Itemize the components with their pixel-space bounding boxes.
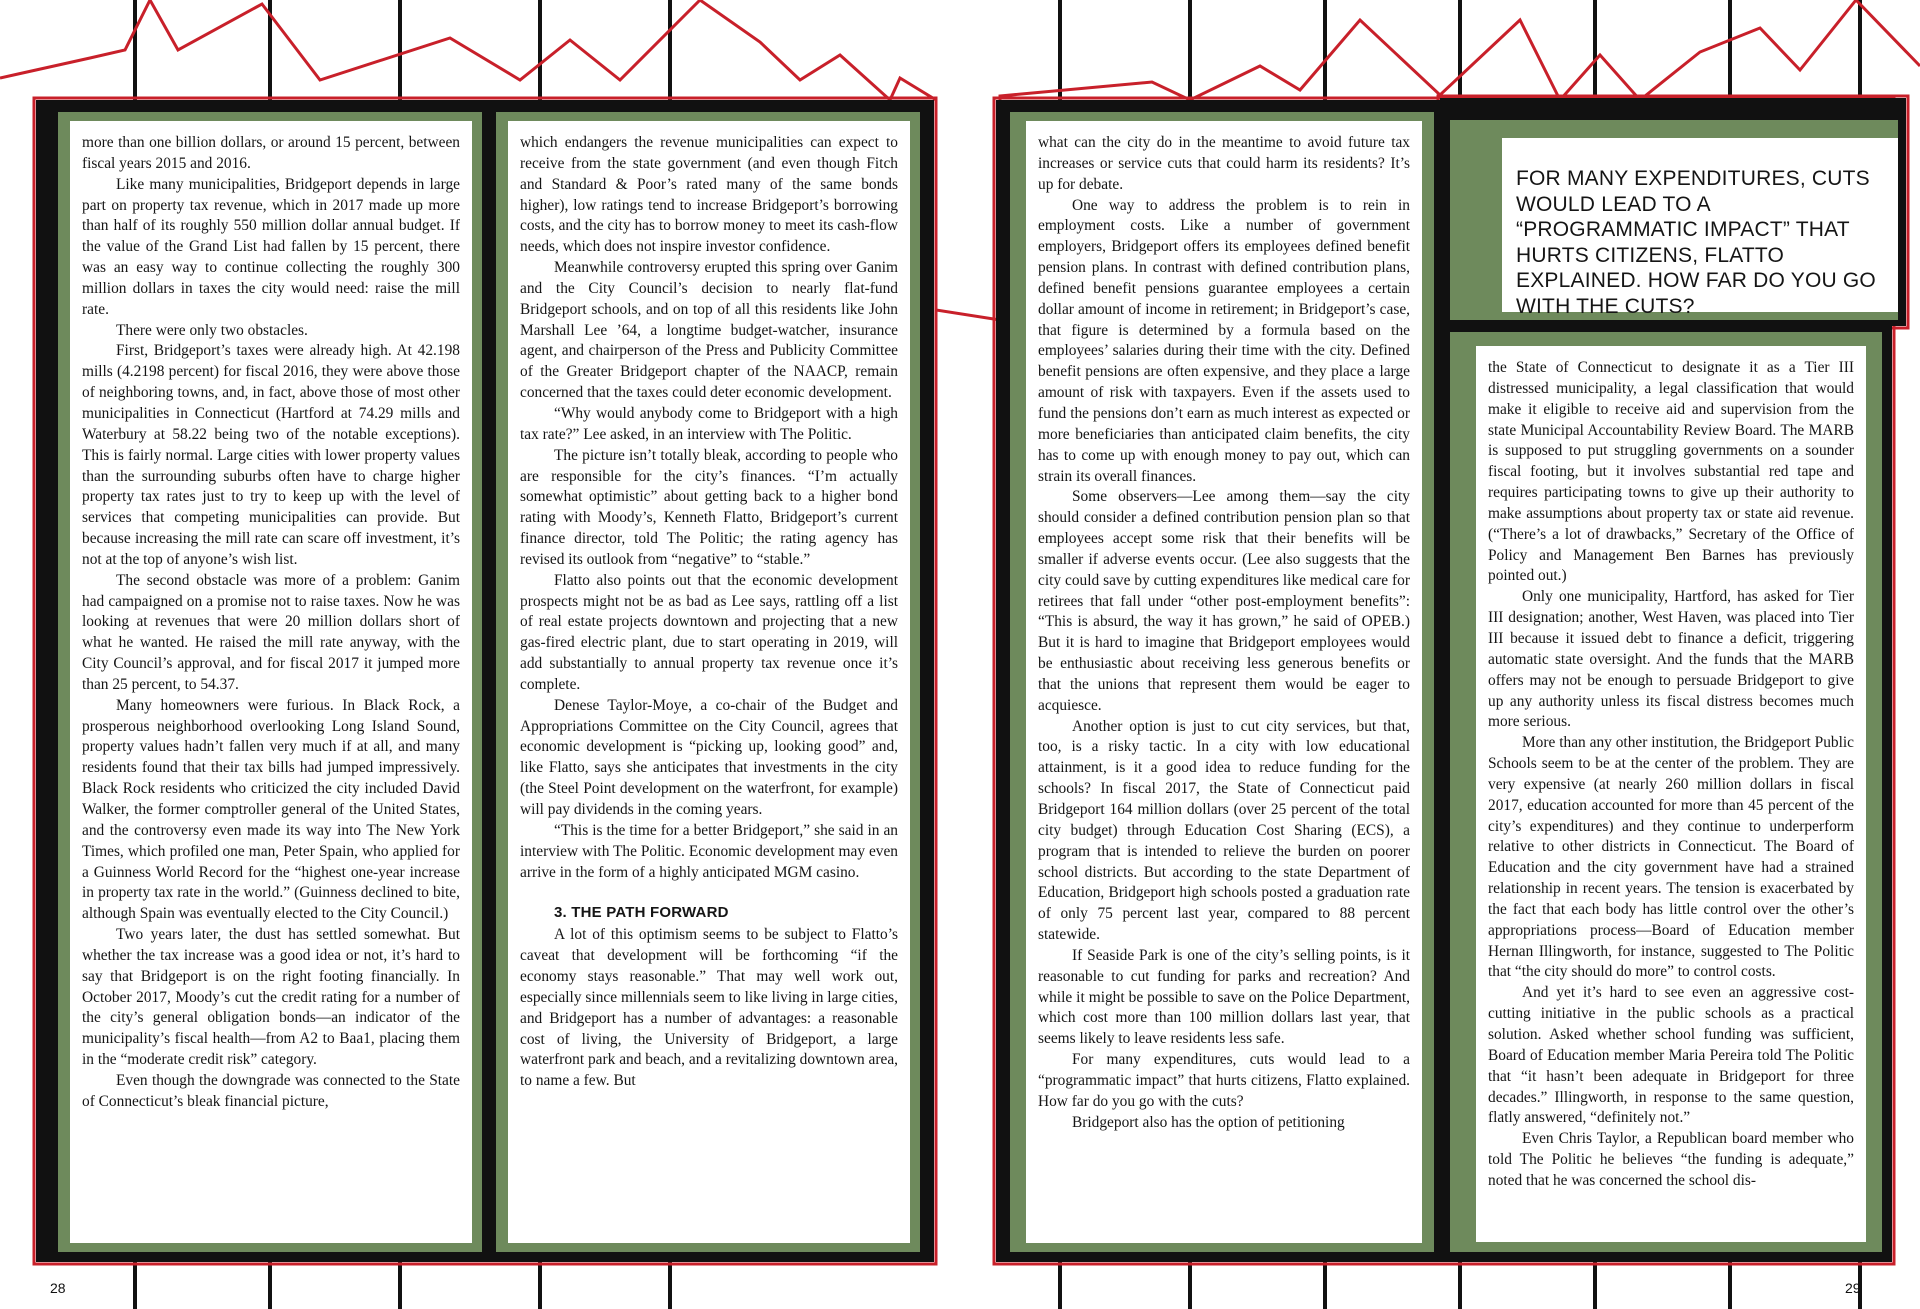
- paragraph: The picture isn’t totally bleak, according to people who are responsible for the city’s finances. “I’m actually somewhat optimistic” about getting back to a higher bond rating with Moody’s, Kenneth Flatto, Bridgeport’s current finance director, told The Politic; the rating agency has revised its outlook from “negative” to “stable.”: [520, 446, 898, 568]
- paragraph: More than any other institution, the Bridgeport Public Schools seem to be at the center of the problem. They are very expensive (at nearly 260 million dollars in fiscal 2017, education accounted for more than 45 percent of the city’s expenditures) and they continue to underperform relative to other districts in Connecticut. The Board of Education and the city government have had a strained relationship in recent years. The tension is exacerbated by the fact that each body has little control over the other’s appropriations process—Board of Education member Hernan Illingworth, for instance, suggested to The Politic that “the city should do more” to control costs.: [1488, 734, 1854, 981]
- pull-quote: FOR MANY EXPENDITURES, CUTS WOULD LEAD TO A “PROGRAMMATIC IMPACT” THAT HURTS CITIZENS, FLATTO EXPLAINED. HOW FAR DO YOU GO WITH THE CUTS?: [1502, 138, 1898, 312]
- paragraph: Denese Taylor-Moye, a co-chair of the Budget and Appropriations Committee on the City Council, agrees that economic development is “picking up, looking good” and, like Flatto, says she anticipates that investments in the city (the Steel Point development on the waterfront, for example) will pay dividends in the coming years.: [520, 696, 898, 818]
- paragraph: For many expenditures, cuts would lead to a “programmatic impact” that hurts citizens, Flatto explained. How far do you go with the cuts?: [1038, 1051, 1410, 1110]
- article-column-1: [70, 121, 472, 1243]
- paragraph: One way to address the problem is to rein in employment costs. Like a number of government employers, Bridgeport offers its employees defined benefit pension plans. In contrast with defined contribution plans, defined benefit pensions guarantee employees a certain dollar amount of income in retirement; in Bridgeport’s case, that figure is determined by a formula based on the employees’ salaries during their time with the city. Defined benefit pensions are often expensive, and they place a large amount of risk with taxpayers. Even if the assets used to fund the pensions don’t earn as much interest as expected or more beneficiaries than anticipated claim benefits, the city has to come up with enough money to pay out, which can strain its overall finances.: [1038, 196, 1410, 485]
- paragraph: Two years later, the dust has settled somewhat. But whether the tax increase was a good idea or not, it’s hard to say that Bridgeport is on the right footing financially. In October 2017, Moody’s cut the credit rating for a number of the city’s general obligation bonds—an indicator of the municipality’s fiscal health—from A2 to Baa1, placing them in the “moderate credit risk” category.: [82, 926, 460, 1069]
- paragraph: Flatto also points out that the economic development prospects might not be as bad as Lee says, rattling off a list of real estate projects downtown and projecting that a new gas-fired electric plant, due to start operating in 2019, will add substantially to annual property tax revenue once it’s complete.: [520, 571, 898, 693]
- paragraph: And yet it’s hard to see even an aggressive cost-cutting initiative in the public schools as a practical solution. Asked whether school funding was sufficient, Board of Education member Maria Pereira told The Politic that “it hasn’t been adequate in Bridgeport for three decades.” Illingworth, in response to the same question, flatly answered, “definitely not.”: [1488, 984, 1854, 1127]
- paragraph: Another option is just to cut city services, but that, too, is a risky tactic. In a city with low educational attainment, is it a good idea to reduce funding for the schools? In fiscal 2017, the State of Connecticut paid Bridgeport 164 million dollars (over 25 percent of the total city budget) through Education Cost Sharing (ECS), a program that is intended to relieve the burden on poorer school districts. But according to the state Department of Education, Bridgeport high schools posted a graduation rate of only 75 percent last year, compared to 88 percent statewide.: [1038, 717, 1410, 944]
- paragraph: The second obstacle was more of a problem: Ganim had campaigned on a promise not to raise taxes. Now he was looking at revenues that were 20 million dollars short of what he wanted. He raised the mill rate anyway, with the City Council’s approval, and for fiscal 2017 it jumped more than 25 percent, to 54.37.: [82, 571, 460, 693]
- paragraph: Meanwhile controversy erupted this spring over Ganim and the City Council’s decision to nearly flat-fund Bridgeport schools, and on top of all this residents like John Marshall Lee ’64, a longtime budget-watcher, insurance agent, and chairperson of the Press and Publicity Committee of the Greater Bridgeport chapter of the NAACP, remain concerned that the taxes could deter economic development.: [520, 259, 898, 402]
- paragraph: Like many municipalities, Bridgeport depends in large part on property tax revenue, which in 2017 made up more than half of its roughly 550 million dollar annual budget. If the value of the Grand List had fallen by 15 percent, there was an easy way to continue collecting the roughly 300 million dollars in taxes the city would need: raise the mill rate.: [82, 175, 460, 318]
- paragraph: Bridgeport also has the option of petitioning: [1072, 1113, 1345, 1131]
- paragraph: If Seaside Park is one of the city’s selling points, is it reasonable to cut funding for parks and recreation? And while it might be possible to save on the Police Department, which cost more than 100 million dollars last year, that seems likely to leave residents less safe.: [1038, 946, 1410, 1048]
- paragraph: which endangers the revenue municipalities can expect to receive from the state government (and even though Fitch and Standard & Poor’s rated many of the same bonds higher), low ratings tend to increase Bridgeport’s borrowing costs, and the city has to borrow money to meet its cash-flow needs, which does not inspire investor confidence.: [520, 134, 898, 256]
- paragraph: Many homeowners were furious. In Black Rock, a prosperous neighborhood overlooking Long Island Sound, property values hadn’t fallen very much if at all, and many residents found that their tax bills had jumped impressively. Black Rock residents who criticized the city included David Walker, the former comptroller general of the United States, and the controversy even made its way into The New York Times, which profiled one man, Peter Spain, who applied for a Guinness World Record for the “highest one-year increase in property tax rate in the world.” (Guinness declined to bite, although Spain was eventually elected to the City Council.): [82, 696, 460, 923]
- paragraph: what can the city do in the meantime to avoid future tax increases or service cuts that could harm its residents? It’s up for debate.: [1038, 134, 1410, 193]
- paragraph: There were only two obstacles.: [116, 321, 308, 339]
- article-column-4: [1476, 346, 1866, 1242]
- page-number-left: 28: [50, 1280, 66, 1296]
- article-column-3: [1026, 121, 1422, 1243]
- page-number-right: 29: [1845, 1280, 1861, 1296]
- paragraph: Some observers—Lee among them—say the city should consider a defined contribution pension plan so that employees accept some risk that their benefits will be smaller if adverse events occur. (Lee also suggests that the city could save by cutting expenditures like medical care for retirees that fall under “other post-employment benefits”: “This is absurd, the way it has grown,” he said of OPEB.) But it is hard to imagine that Bridgeport employees would be enthusiastic about receiving less generous benefits or that the unions that represent them would be eager to acquiesce.: [1038, 488, 1410, 714]
- paragraph: the State of Connecticut to designate it as a Tier III distressed municipality, a legal classification that would make it eligible to receive aid and supervision from the state Municipal Accountability Review Board. The MARB is supposed to put struggling governments on a sounder fiscal footing, but it involves substantial red tape and requires participating towns to give up their authority to make assumptions about property tax or state aid revenue. (“There’s a lot of drawbacks,” Secretary of the Office of Policy and Management Ben Barnes has previously pointed out.): [1488, 359, 1854, 585]
- paragraph: “This is the time for a better Bridgeport,” she said in an interview with The Politic. Economic development may even arrive in the form of a highly anticipated MGM casino.: [520, 821, 898, 881]
- paragraph: Even though the downgrade was connected to the State of Connecticut’s bleak financial picture,: [82, 1071, 460, 1110]
- paragraph: A lot of this optimism seems to be subject to Flatto’s caveat that development will be forthcoming “if the economy stays reasonable.” That may well work out, especially since millennials seem to like living in large cities, and Bridgeport has a number of advantages: a reasonable cost of living, the University of Bridgeport, a large waterfront park and beach, and a revitalizing downtown area, to name a few. But: [520, 926, 898, 1090]
- paragraph: First, Bridgeport’s taxes were already high. At 42.198 mills (4.2198 percent) for fiscal 2016, they were above those of neighboring towns, and, in fact, above those of most other municipalities in Connecticut (Hartford at 74.29 mills and Waterbury at 58.22 being two of the notable exceptions). This is fairly normal. Large cities with lower property values than the surrounding suburbs often have to charge higher property tax rates just to try to keep up with the level of services that competing municipalities can provide. But because increasing the mill rate can scare off investment, it’s not at the top of anyone’s wish list.: [82, 342, 460, 568]
- section-heading: 3. THE PATH FORWARD: [554, 904, 729, 922]
- paragraph: Even Chris Taylor, a Republican board member who told The Politic he believes “the funding is adequate,” noted that he was concerned the school dis-: [1488, 1130, 1854, 1189]
- paragraph: Only one municipality, Hartford, has asked for Tier III designation; another, West Haven, was placed into Tier III because it issued debt to finance a deficit, triggering automatic state oversight. And the funds that the MARB offers may not be enough to persuade Bridgeport to give up any authority unless its fiscal distress becomes much more serious.: [1488, 588, 1854, 731]
- paragraph: more than one billion dollars, or around 15 percent, between fiscal years 2015 and 2016.: [82, 134, 460, 172]
- article-column-2: [508, 121, 910, 1243]
- paragraph: “Why would anybody come to Bridgeport with a high tax rate?” Lee asked, in an interview with The Politic.: [520, 404, 898, 443]
